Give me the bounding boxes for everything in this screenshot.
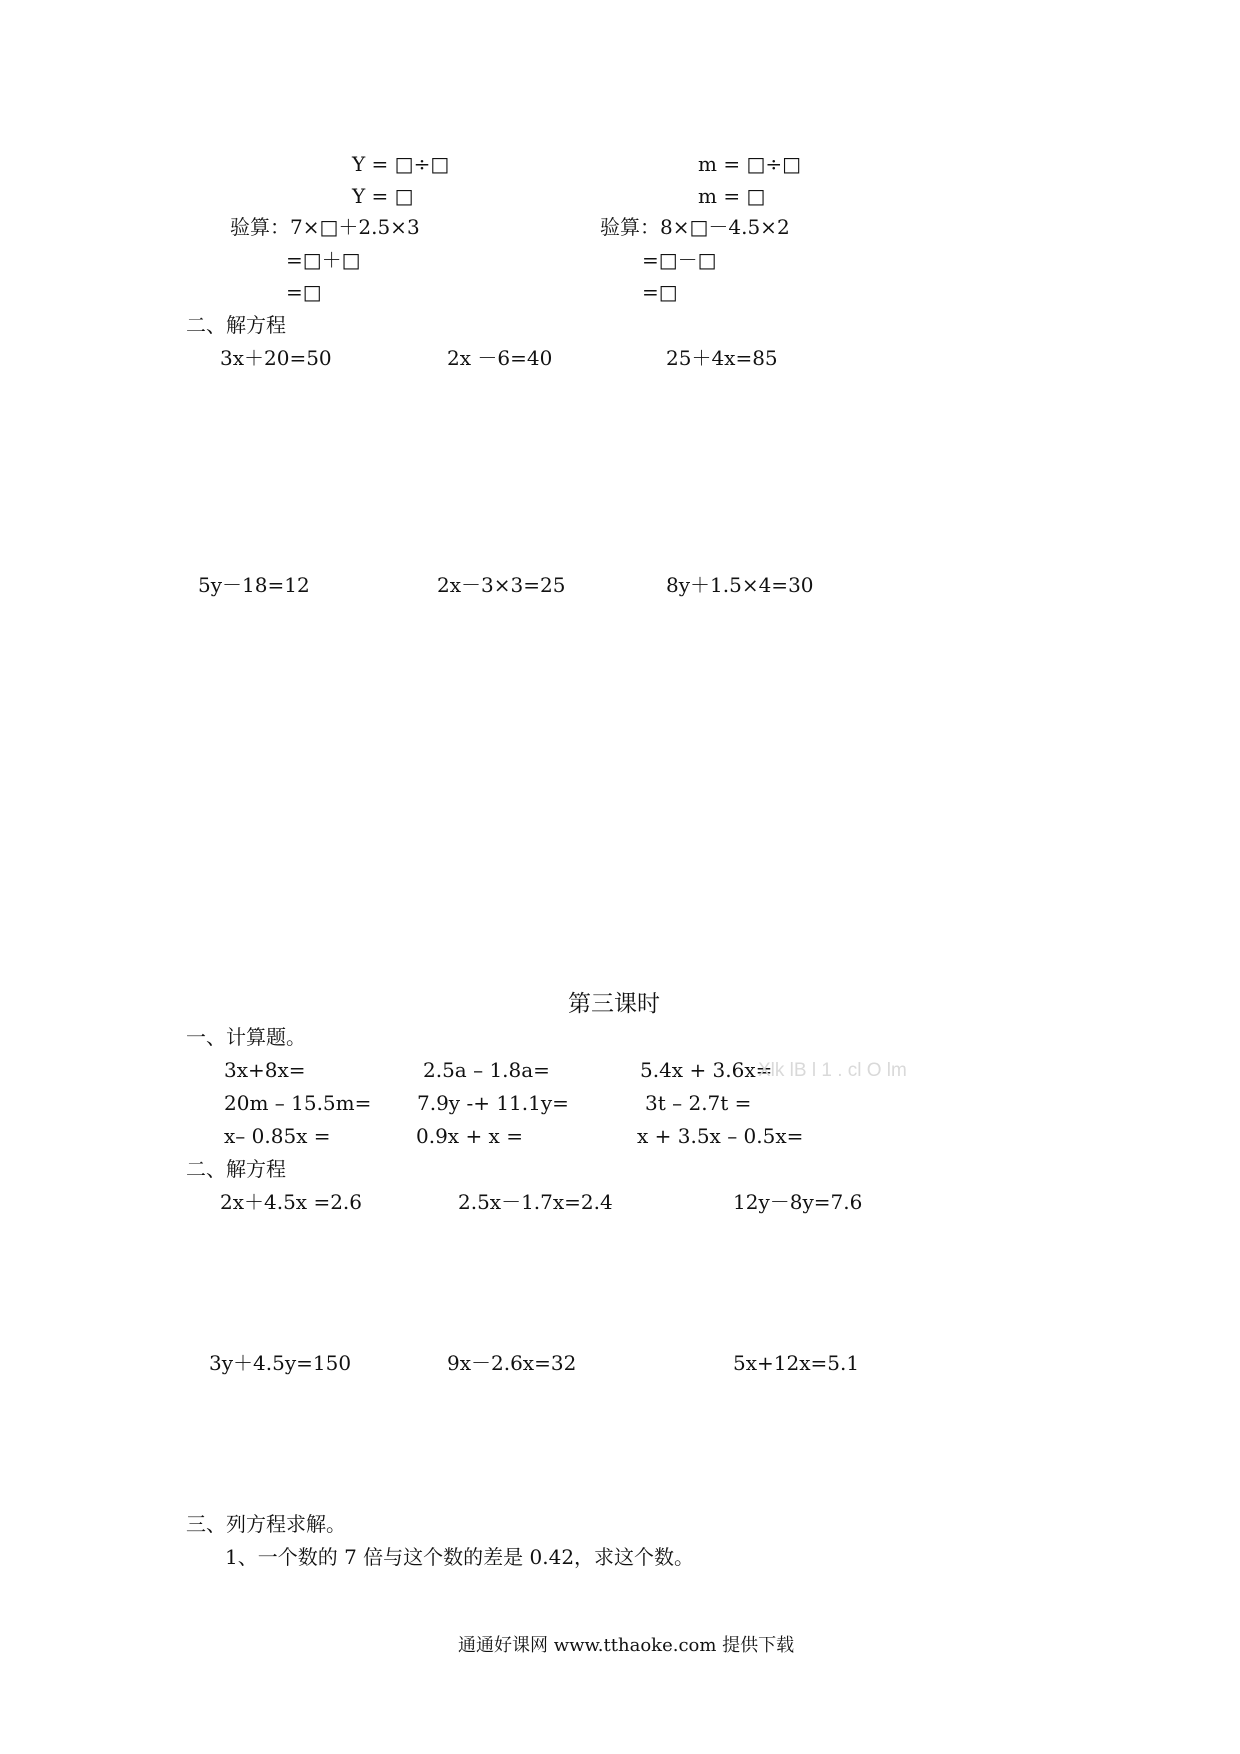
right-check-step1: =□－□ [642, 248, 717, 272]
equation-item: 3y＋4.5y=150 [209, 1351, 352, 1375]
section-heading-solve-equations: 二、解方程 [186, 313, 286, 337]
equation-item: 2.5x－1.7x=2.4 [458, 1190, 613, 1214]
equation-item: 2x－3×3=25 [437, 573, 566, 597]
calc-item: 20m – 15.5m= [224, 1091, 372, 1115]
section-heading-solve-equations-2: 二、解方程 [186, 1157, 286, 1181]
equation-item: 9x－2.6x=32 [447, 1351, 577, 1375]
calc-item: x + 3.5x – 0.5x= [637, 1124, 804, 1148]
equation-item: 12y－8y=7.6 [733, 1190, 863, 1214]
equation-item: 5x+12x=5.1 [733, 1351, 860, 1375]
page-footer: 通通好课网 www.tthaoke.com 提供下载 [458, 1635, 795, 1656]
right-check-line: 验算：8×□－4.5×2 [600, 215, 790, 239]
calc-item: 2.5a – 1.8a= [423, 1058, 550, 1082]
equation-item: 8y＋1.5×4=30 [666, 573, 814, 597]
equation-item: 25＋4x=85 [666, 346, 778, 370]
lesson-title: 第三课时 [568, 991, 660, 1017]
equation-item: 2x －6=40 [447, 346, 553, 370]
left-solution-line1: Y = □÷□ [352, 152, 450, 176]
left-check-line: 验算：7×□＋2.5×3 [230, 215, 420, 239]
calc-item: 7.9y -+ 11.1y= [417, 1091, 569, 1115]
right-solution-line1: m = □÷□ [698, 152, 801, 176]
left-solution-line2: Y = □ [352, 184, 414, 208]
calc-item: 5.4x + 3.6x= [640, 1058, 773, 1082]
section-heading-calculation: 一、计算题。 [186, 1025, 306, 1049]
calc-item: 0.9x + x = [416, 1124, 523, 1148]
calc-item: x– 0.85x = [224, 1124, 331, 1148]
calc-item: 3x+8x= [224, 1058, 306, 1082]
calc-item: 3t – 2.7t = [645, 1091, 752, 1115]
left-check-step1: =□＋□ [286, 248, 361, 272]
equation-item: 3x＋20=50 [220, 346, 332, 370]
left-check-step2: =□ [286, 280, 322, 304]
section-heading-word-problems: 三、列方程求解。 [186, 1512, 346, 1536]
right-check-step2: =□ [642, 280, 678, 304]
word-problem-1: 1、一个数的 7 倍与这个数的差是 0.42，求这个数。 [225, 1545, 695, 1569]
right-solution-line2: m = □ [698, 184, 766, 208]
equation-item: 2x＋4.5x =2.6 [220, 1190, 363, 1214]
equation-item: 5y－18=12 [198, 573, 310, 597]
watermark: Xlk lB l 1 . cl O lm [758, 1060, 907, 1081]
